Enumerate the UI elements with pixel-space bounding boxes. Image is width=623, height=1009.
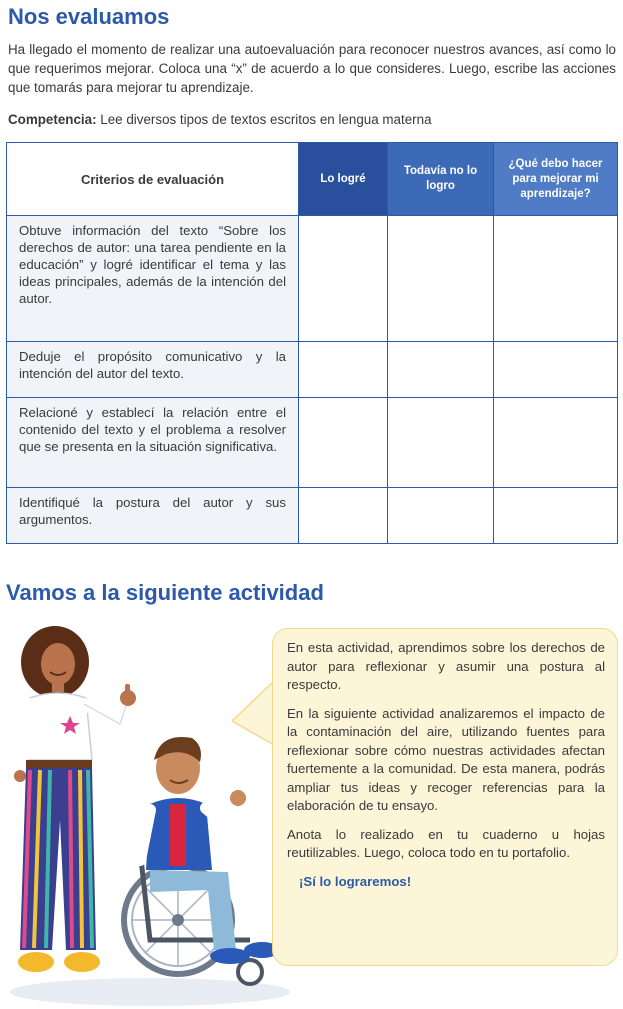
speech-bubble: [272, 628, 618, 966]
bubble-paragraph-1: En esta actividad, aprendimos sobre los derechos de autor para reflexionar y asumir una postura al respecto.: [287, 640, 605, 692]
header-criterios: Criterios de evaluación: [7, 143, 299, 216]
table-header-row: [7, 143, 618, 216]
cheer-text: ¡Sí lo lograremos!: [299, 873, 412, 889]
header-lo-logre: Lo logré: [299, 143, 388, 216]
header-que-debo-hacer: ¿Qué debo hacer para mejorar mi aprendizaje?: [494, 143, 618, 216]
table-row: [7, 216, 618, 342]
mejorar-cell[interactable]: [494, 216, 618, 342]
todavia-cell[interactable]: [388, 342, 494, 398]
competencia-label: Competencia:: [8, 112, 97, 127]
todavia-cell[interactable]: [388, 398, 494, 488]
criterion-cell: Deduje el propósito comunicativo y la intención del autor del texto.: [7, 342, 299, 398]
section-title-nos-evaluamos: Nos evaluamos: [8, 4, 170, 29]
speech-bubble-tail: [232, 675, 276, 755]
criterion-cell: Obtuve información del texto “Sobre los derechos de autor: una tarea pendiente en la educación” y logré identificar el tema y las ideas principales, además de la intención del autor.: [7, 216, 299, 342]
lo-logre-cell[interactable]: [299, 488, 388, 544]
mejorar-cell[interactable]: [494, 398, 618, 488]
criterion-cell: Relacioné y establecí la relación entre el contenido del texto y el problema a resolver que se presenta en la situación significativa.: [7, 398, 299, 488]
bubble-paragraph-2: En la siguiente actividad analizaremos el impacto de la contaminación del aire, utilizando fuentes para reflexionar sobre cómo nuestras actividades afectan fuertemente a la comunidad. De esta manera, podrás ampliar tus ideas y recoger referencias para la elaboración de tu ensayo.: [287, 705, 605, 813]
mejorar-cell[interactable]: [494, 342, 618, 398]
todavia-cell[interactable]: [388, 216, 494, 342]
bubble-paragraph-3: Anota lo realizado en tu cuaderno u hojas reutilizables. Luego, coloca todo en tu portafolio.: [287, 826, 605, 860]
header-todavia-no: Todavía no lo logro: [388, 143, 494, 216]
table-row: [7, 398, 618, 488]
standing-girl-figure: [14, 626, 136, 972]
evaluation-table: [6, 142, 618, 544]
table-row: [7, 488, 618, 544]
intro-paragraph: Ha llegado el momento de realizar una autoevaluación para reconocer nuestros avances, así como lo que requerimos mejorar. Coloca una “x” de acuerdo a lo que consideres. Luego, escribe las acciones que tomarás para mejorar tu aprendizaje.: [8, 42, 616, 95]
wheelchair-boy-figure: [124, 737, 280, 984]
lo-logre-cell[interactable]: [299, 216, 388, 342]
section-title-siguiente-actividad: Vamos a la siguiente actividad: [6, 580, 324, 605]
todavia-cell[interactable]: [388, 488, 494, 544]
lo-logre-cell[interactable]: [299, 342, 388, 398]
criterion-cell: Identifiqué la postura del autor y sus argumentos.: [7, 488, 299, 544]
mejorar-cell[interactable]: [494, 488, 618, 544]
lo-logre-cell[interactable]: [299, 398, 388, 488]
competencia-text: Lee diversos tipos de textos escritos en lengua materna: [100, 112, 432, 127]
table-row: [7, 342, 618, 398]
competencia-line: [8, 112, 616, 127]
